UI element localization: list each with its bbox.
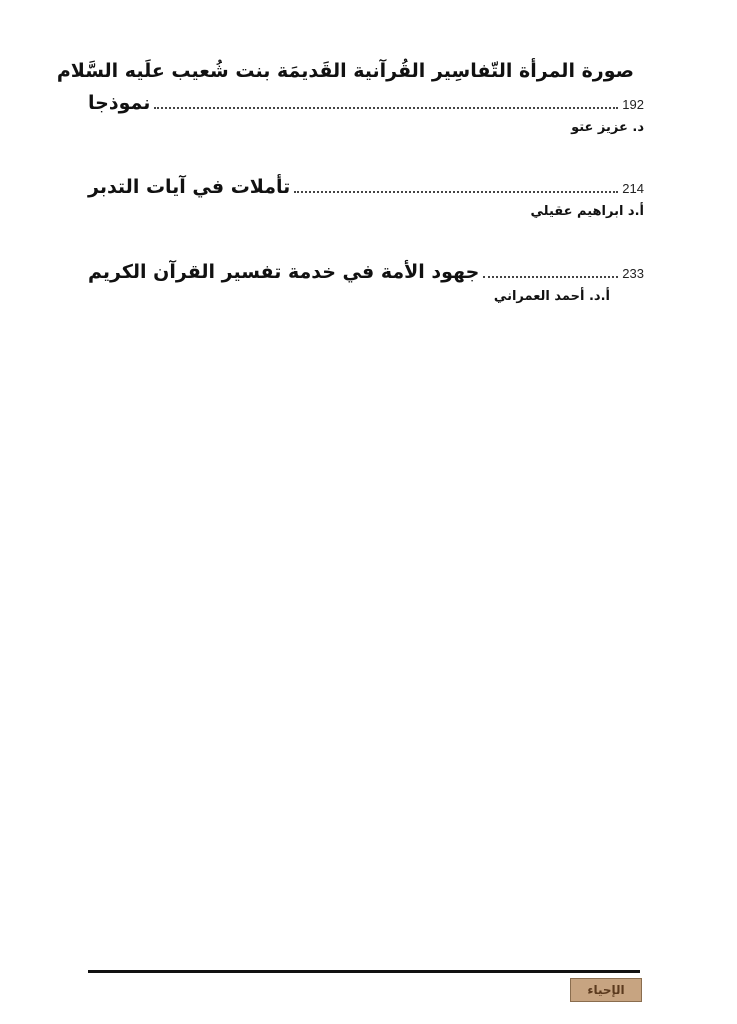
toc-entry-line <box>88 176 644 198</box>
dot-leader <box>483 275 618 278</box>
toc-entry-title-line2: نموذجا <box>88 92 151 114</box>
dot-leader <box>294 190 618 193</box>
toc-entry-author: د. عزيز عتو <box>571 120 644 135</box>
toc-entry-title: جهود الأمة في خدمة تفسير القرآن الكريم <box>88 261 480 283</box>
toc-entry-author: أ.د ابراهيم عقيلي <box>530 204 644 219</box>
toc-entry-page-number: 233 <box>622 266 644 281</box>
dot-leader <box>154 106 618 109</box>
journal-logo: الإحياء <box>570 978 642 1002</box>
toc-entry-line <box>88 92 644 114</box>
toc-entry-line <box>88 261 644 283</box>
toc-entry-author: أ.د. أحمد العمراني <box>493 289 610 304</box>
toc-entry-3 <box>88 261 644 304</box>
toc-entry-1 <box>56 60 644 135</box>
toc-entry-page-number: 192 <box>622 97 644 112</box>
toc-entry-page-number: 214 <box>622 181 644 196</box>
toc-entry-title: تأملات في آيات التدبر <box>88 176 291 198</box>
toc-entry-2 <box>88 176 644 219</box>
footer-rule <box>88 970 640 973</box>
toc-entry-title-line1: صورة المرأة التّفاسِير القُرآنية القَديمَة بنت شُعيب علَيه السَّلام <box>56 60 634 82</box>
